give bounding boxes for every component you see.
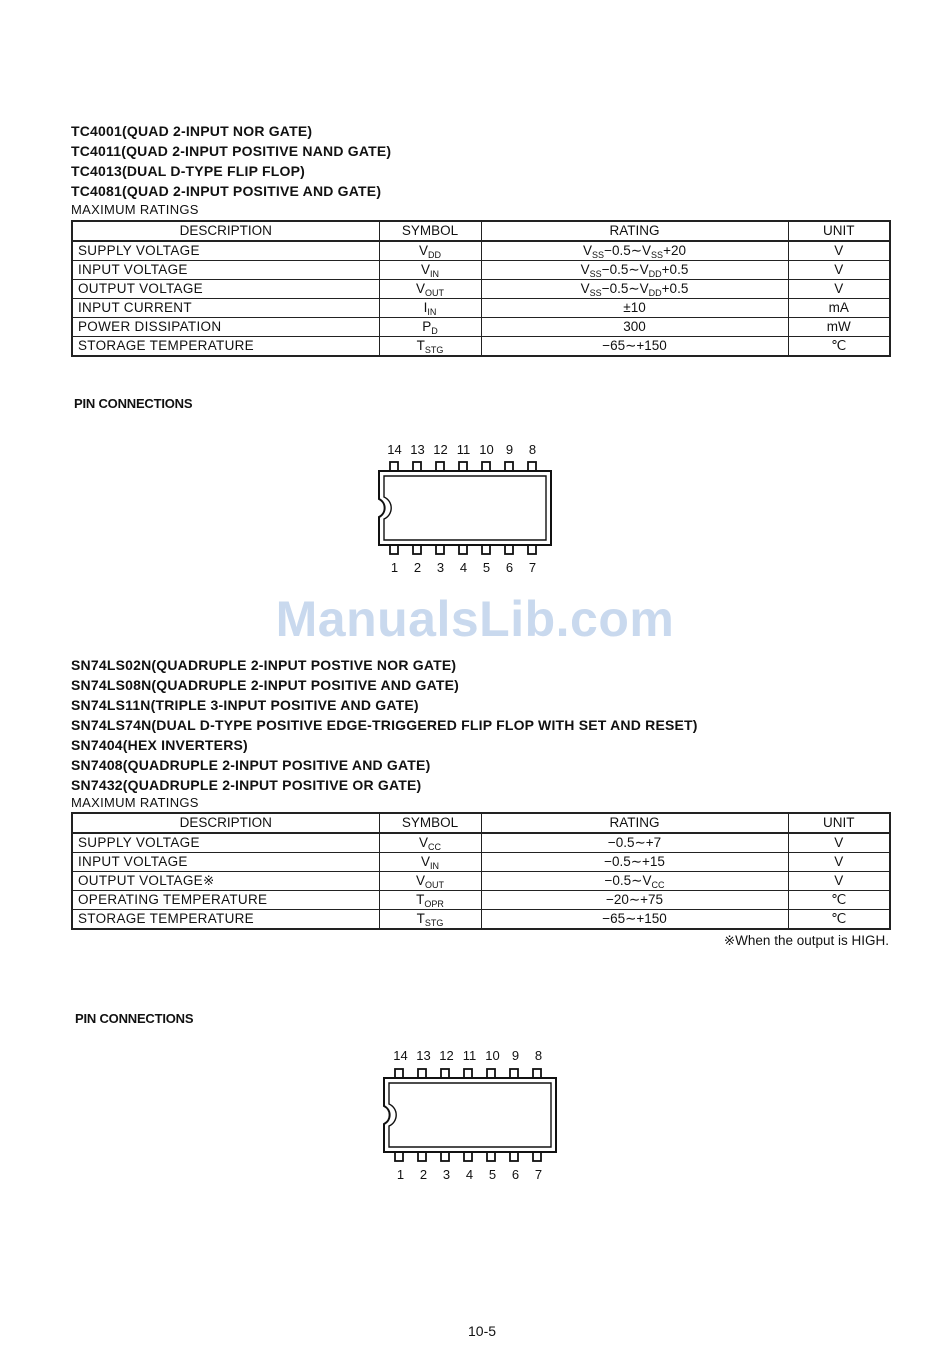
symbol-subscript: OPR — [424, 899, 444, 909]
pin-bottom — [390, 545, 398, 554]
section1-title: TC4081(QUAD 2-INPUT POSITIVE AND GATE) — [71, 183, 382, 199]
symbol-subscript: D — [431, 326, 438, 336]
cell-rating: −0.5∼+15 — [481, 853, 788, 872]
pin-bottom — [487, 1152, 495, 1161]
symbol-letter: T — [416, 338, 425, 353]
section2-pins-top — [389, 1048, 550, 1063]
cell-unit: V — [788, 261, 890, 280]
header-description: DESCRIPTION — [72, 221, 379, 241]
cell-symbol — [379, 833, 481, 853]
cell-unit: ℃ — [788, 891, 890, 910]
symbol-letter: V — [420, 854, 430, 869]
header-unit: UNIT — [788, 813, 890, 833]
pin-top — [459, 462, 467, 471]
pin-bottom — [533, 1152, 541, 1161]
cell-symbol — [379, 241, 481, 261]
cell-rating: 300 — [481, 318, 788, 337]
pin-number: 1 — [390, 560, 399, 575]
footnote: ※When the output is HIGH. — [723, 933, 889, 948]
cell-description: OUTPUT VOLTAGE※ — [72, 872, 379, 891]
symbol-subscript: IN — [427, 307, 437, 317]
section1-ratings-table — [71, 220, 891, 357]
cell-unit: ℃ — [788, 337, 890, 357]
table-row — [72, 833, 890, 853]
pin-bottom — [441, 1152, 449, 1161]
pin-number: 2 — [419, 1167, 428, 1182]
table-row — [72, 853, 890, 872]
header-symbol: SYMBOL — [379, 221, 481, 241]
section2-ratings-label: MAXIMUM RATINGS — [71, 795, 199, 810]
pin-number: 14 — [387, 442, 402, 457]
symbol-subscript: OUT — [425, 288, 444, 298]
pin-number: 7 — [534, 1167, 543, 1182]
cell-unit: V — [788, 833, 890, 853]
pin-number: 5 — [488, 1167, 497, 1182]
cell-unit: mA — [788, 299, 890, 318]
symbol-letter: V — [415, 281, 425, 296]
cell-unit: V — [788, 241, 890, 261]
cell-rating: ±10 — [481, 299, 788, 318]
pin-top — [390, 462, 398, 471]
pin-number: 4 — [465, 1167, 474, 1182]
pin-top — [464, 1069, 472, 1078]
pin-number: 5 — [482, 560, 491, 575]
pin-bottom — [395, 1152, 403, 1161]
symbol-subscript: CC — [428, 842, 441, 852]
symbol-letter: P — [422, 319, 432, 334]
table-row — [72, 280, 890, 299]
table-row — [72, 891, 890, 910]
cell-symbol — [379, 891, 481, 910]
symbol-subscript: IN — [430, 861, 439, 871]
section2-table-body — [72, 833, 890, 929]
section2-pins-bottom — [389, 1167, 550, 1182]
cell-rating: −20∼+75 — [481, 891, 788, 910]
header-rating: RATING — [481, 813, 788, 833]
symbol-letter: I — [423, 300, 428, 315]
pin-bottom — [464, 1152, 472, 1161]
pin-number: 13 — [410, 442, 425, 457]
cell-description: INPUT VOLTAGE — [72, 853, 379, 872]
section1-title: TC4011(QUAD 2-INPUT POSITIVE NAND GATE) — [71, 143, 392, 159]
symbol-letter: T — [416, 911, 425, 926]
cell-description: SUPPLY VOLTAGE — [72, 241, 379, 261]
table-row — [72, 318, 890, 337]
symbol-letter: V — [418, 243, 428, 258]
pin-number: 13 — [416, 1048, 431, 1063]
pin-number: 6 — [511, 1167, 520, 1182]
pin-bottom — [459, 545, 467, 554]
cell-rating: $V_{SS}-0.5\sim V_{SS}+20$ — [481, 241, 788, 261]
table-row — [72, 299, 890, 318]
section2-title: SN74LS74N(DUAL D-TYPE POSITIVE EDGE-TRIGGERED FLIP FLOP WITH SET AND RESET) — [71, 717, 698, 733]
cell-symbol — [379, 872, 481, 891]
cell-description: OPERATING TEMPERATURE — [72, 891, 379, 910]
cell-unit: ℃ — [788, 910, 890, 930]
section2-title: SN7404(HEX INVERTERS) — [71, 737, 248, 753]
symbol-letter: T — [416, 892, 425, 907]
section1-pins-bottom — [383, 560, 544, 575]
pin-bottom — [528, 545, 536, 554]
header-symbol: SYMBOL — [379, 813, 481, 833]
section2-pin-label: PIN CONNECTIONS — [75, 1011, 194, 1026]
pin-top — [418, 1069, 426, 1078]
symbol-letter: V — [415, 873, 425, 888]
pin-number: 7 — [528, 560, 537, 575]
cell-unit: V — [788, 853, 890, 872]
pin-number: 11 — [462, 1048, 477, 1063]
cell-rating: $V_{SS}-0.5\sim V_{DD}+0.5$ — [481, 280, 788, 299]
cell-rating: $V_{SS}-0.5\sim V_{DD}+0.5$ — [481, 261, 788, 280]
table-header-row — [72, 221, 890, 241]
section1-title: TC4001(QUAD 2-INPUT NOR GATE) — [71, 123, 313, 139]
cell-description: INPUT CURRENT — [72, 299, 379, 318]
pin-number: 11 — [456, 442, 471, 457]
cell-description: POWER DISSIPATION — [72, 318, 379, 337]
cell-description: INPUT VOLTAGE — [72, 261, 379, 280]
pin-bottom — [436, 545, 444, 554]
cell-unit: V — [788, 872, 890, 891]
section1-title: TC4013(DUAL D-TYPE FLIP FLOP) — [71, 163, 305, 179]
header-description: DESCRIPTION — [72, 813, 379, 833]
pin-bottom — [505, 545, 513, 554]
pin-bottom — [510, 1152, 518, 1161]
cell-description: OUTPUT VOLTAGE — [72, 280, 379, 299]
section2-titles — [71, 655, 698, 795]
section2-dip-package-diagram — [380, 1066, 560, 1166]
section2-title: SN74LS11N(TRIPLE 3-INPUT POSITIVE AND GATE) — [71, 697, 419, 713]
package-outline — [379, 471, 551, 545]
section2-title: SN7432(QUADRUPLE 2-INPUT POSITIVE OR GATE) — [71, 777, 422, 793]
pin-number: 14 — [393, 1048, 408, 1063]
cell-rating: $-0.5\sim V_{CC}$ — [481, 872, 788, 891]
pin-number: 4 — [459, 560, 468, 575]
table-row — [72, 261, 890, 280]
symbol-subscript: DD — [428, 250, 441, 260]
pin-number: 8 — [534, 1048, 543, 1063]
section2-title: SN7408(QUADRUPLE 2-INPUT POSITIVE AND GATE) — [71, 757, 431, 773]
pin-bottom — [418, 1152, 426, 1161]
cell-rating: −65∼+150 — [481, 910, 788, 930]
cell-symbol — [379, 853, 481, 872]
section1-dip-package-diagram — [375, 459, 555, 559]
cell-unit: mW — [788, 318, 890, 337]
symbol-subscript: OUT — [425, 880, 444, 890]
pin-top — [510, 1069, 518, 1078]
section1-table-body — [72, 241, 890, 356]
pin-number: 8 — [528, 442, 537, 457]
symbol-letter: V — [420, 262, 430, 277]
symbol-letter: V — [418, 835, 428, 850]
cell-description: STORAGE TEMPERATURE — [72, 337, 379, 357]
cell-description: SUPPLY VOLTAGE — [72, 833, 379, 853]
watermark: ManualsLib.com — [275, 591, 675, 647]
pin-top — [441, 1069, 449, 1078]
table-row — [72, 872, 890, 891]
pin-number: 12 — [433, 442, 448, 457]
package-inner-outline — [384, 476, 546, 540]
pin-top — [395, 1069, 403, 1078]
table-row — [72, 241, 890, 261]
pin-top — [528, 462, 536, 471]
pin-number: 12 — [439, 1048, 454, 1063]
pin-top — [505, 462, 513, 471]
pin-number: 6 — [505, 560, 514, 575]
section1-ratings-label: MAXIMUM RATINGS — [71, 202, 199, 217]
pin-bottom — [482, 545, 490, 554]
cell-rating: −0.5∼+7 — [481, 833, 788, 853]
page-number: 10-5 — [468, 1323, 497, 1339]
section2-title: SN74LS02N(QUADRUPLE 2-INPUT POSTIVE NOR GATE) — [71, 657, 457, 673]
table-header-row — [72, 813, 890, 833]
package-inner-outline — [389, 1083, 551, 1147]
pin-bottom — [413, 545, 421, 554]
pin-top — [482, 462, 490, 471]
pin-number: 10 — [485, 1048, 500, 1063]
cell-symbol — [379, 337, 481, 357]
cell-symbol — [379, 910, 481, 930]
header-unit: UNIT — [788, 221, 890, 241]
symbol-subscript: STG — [424, 918, 444, 928]
pin-number: 10 — [479, 442, 494, 457]
symbol-subscript: IN — [430, 269, 439, 279]
section2-ratings-table — [71, 812, 891, 930]
pin-top — [533, 1069, 541, 1078]
cell-rating: −65∼+150 — [481, 337, 788, 357]
cell-symbol — [379, 318, 481, 337]
table-row — [72, 910, 890, 930]
cell-symbol — [379, 299, 481, 318]
pin-number: 9 — [511, 1048, 520, 1063]
cell-unit: V — [788, 280, 890, 299]
package-outline — [384, 1078, 556, 1152]
pin-top — [436, 462, 444, 471]
section2-title: SN74LS08N(QUADRUPLE 2-INPUT POSITIVE AND GATE) — [71, 677, 460, 693]
table-row — [72, 337, 890, 357]
pin-number: 9 — [505, 442, 514, 457]
section1-pin-label: PIN CONNECTIONS — [74, 396, 193, 411]
header-rating: RATING — [481, 221, 788, 241]
pin-top — [413, 462, 421, 471]
cell-symbol — [379, 261, 481, 280]
cell-description: STORAGE TEMPERATURE — [72, 910, 379, 930]
pin-number: 3 — [442, 1167, 451, 1182]
pin-number: 1 — [396, 1167, 405, 1182]
section1-titles — [71, 121, 391, 201]
pin-number: 3 — [436, 560, 445, 575]
pin-top — [487, 1069, 495, 1078]
cell-symbol — [379, 280, 481, 299]
symbol-subscript: STG — [424, 345, 444, 355]
section1-pins-top — [383, 442, 544, 457]
pin-number: 2 — [413, 560, 422, 575]
